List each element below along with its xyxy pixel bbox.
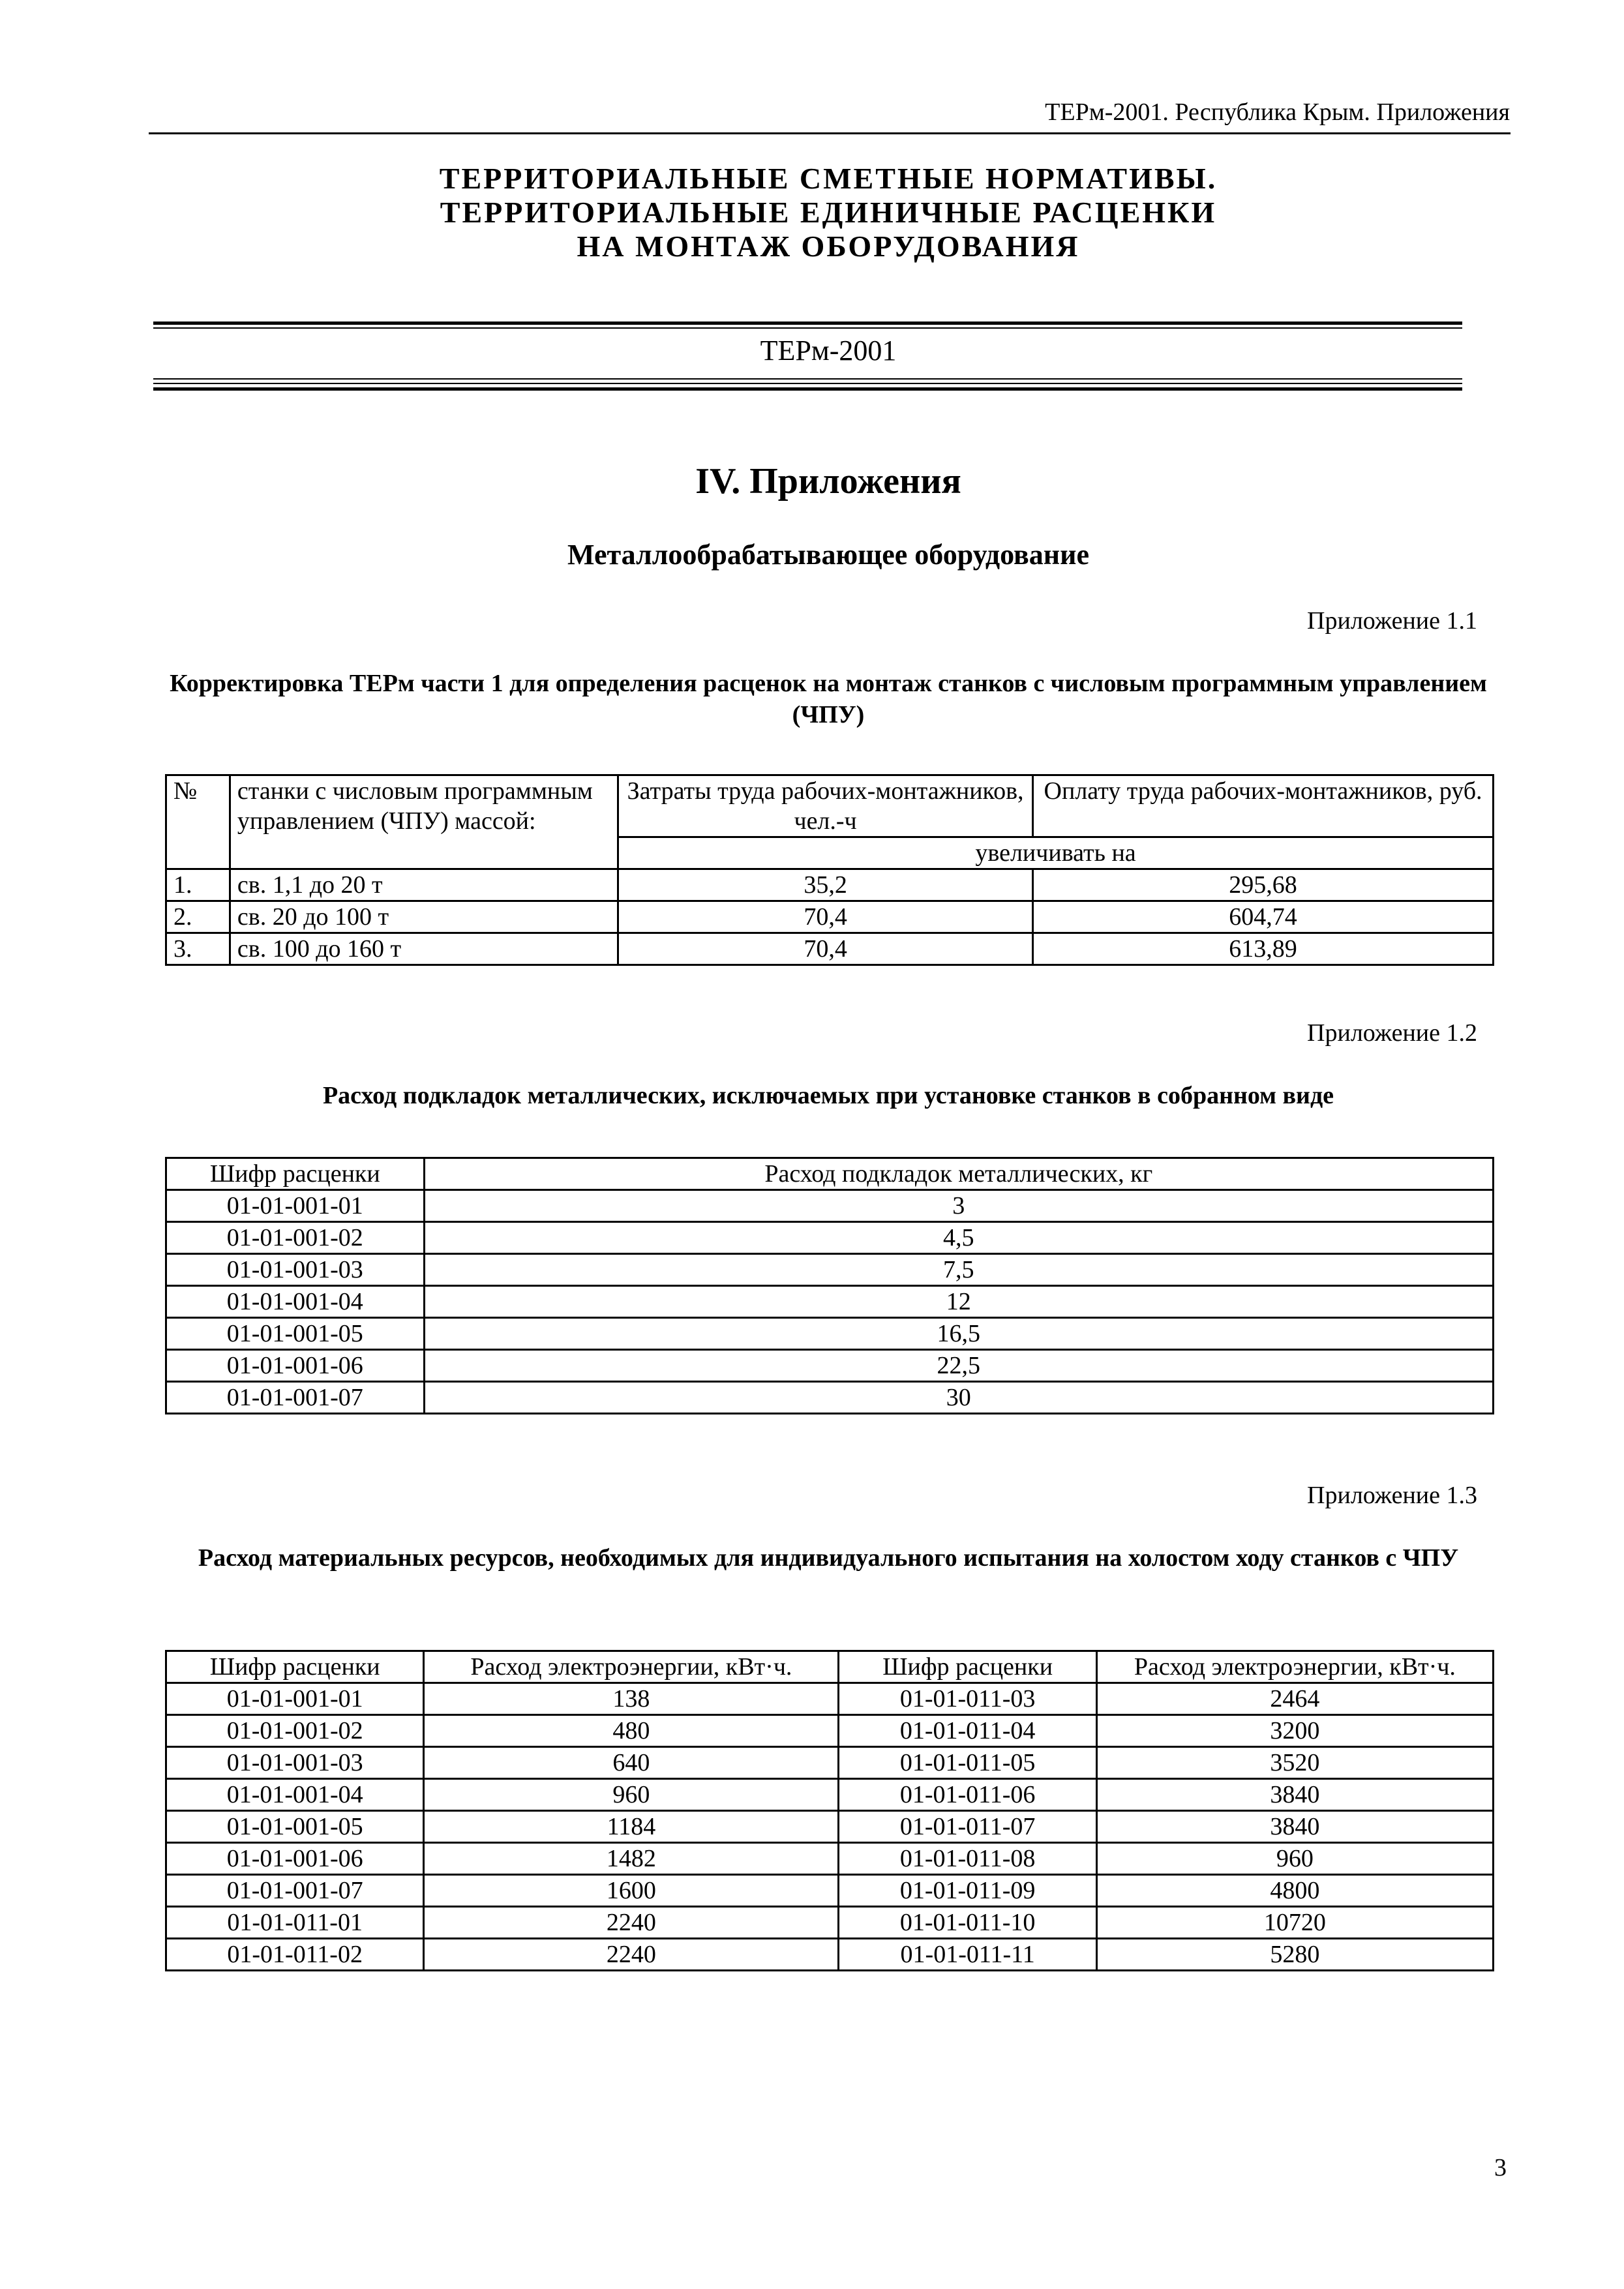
cell-machines: св. 20 до 100 т <box>230 901 618 933</box>
header-code-1: Шифр расценки <box>166 1651 424 1683</box>
cell-code-2: 01-01-011-10 <box>839 1907 1096 1939</box>
cell-labor: 70,4 <box>618 933 1033 965</box>
title-line-1: ТЕРРИТОРИАЛЬНЫЕ СМЕТНЫЕ НОРМАТИВЫ. <box>439 162 1218 195</box>
cell-code-2: 01-01-011-03 <box>839 1683 1096 1715</box>
cell-code-1: 01-01-001-06 <box>166 1843 424 1875</box>
appendix-1-1-table <box>165 774 1494 966</box>
title-line-3: НА МОНТАЖ ОБОРУДОВАНИЯ <box>577 230 1080 263</box>
cell-pay: 613,89 <box>1033 933 1494 965</box>
cell-code: 01-01-001-07 <box>166 1382 425 1414</box>
appendix-1-2-label: Приложение 1.2 <box>1307 1019 1477 1047</box>
document-title <box>0 162 1624 263</box>
header-code-2: Шифр расценки <box>839 1651 1096 1683</box>
cell-code-1: 01-01-001-01 <box>166 1683 424 1715</box>
table-row <box>166 1350 1494 1382</box>
cell-labor: 35,2 <box>618 869 1033 901</box>
table-header-row <box>166 1158 1494 1190</box>
header-pay: Оплату труда рабочих-монтажников, руб. <box>1033 775 1494 837</box>
cell-energy-2: 960 <box>1096 1843 1493 1875</box>
table-row <box>166 1222 1494 1254</box>
appendix-1-2-title: Расход подкладок металлических, исключаемых при установке станков в собранном виде <box>322 1082 1334 1109</box>
table-header-row <box>166 775 1494 837</box>
table-row <box>166 1254 1494 1286</box>
cell-num: 1. <box>166 869 230 901</box>
cell-energy-2: 10720 <box>1096 1907 1493 1939</box>
cell-energy-2: 3520 <box>1096 1747 1493 1779</box>
cell-energy-2: 5280 <box>1096 1939 1493 1971</box>
cell-code: 01-01-001-02 <box>166 1222 425 1254</box>
cell-machines: св. 100 до 160 т <box>230 933 618 965</box>
cell-energy-1: 640 <box>424 1747 839 1779</box>
cell-energy-1: 960 <box>424 1779 839 1811</box>
appendix-1-3-label: Приложение 1.3 <box>1307 1482 1477 1509</box>
cell-usage: 3 <box>424 1190 1493 1222</box>
cell-machines: св. 1,1 до 20 т <box>230 869 618 901</box>
cell-energy-1: 480 <box>424 1715 839 1747</box>
cell-energy-2: 3840 <box>1096 1811 1493 1843</box>
table-header-row <box>166 1651 1494 1683</box>
table-row <box>166 901 1494 933</box>
header-machines: станки с числовым программным управлением (ЧПУ) массой: <box>230 775 618 869</box>
header-energy-1: Расход электроэнергии, кВт·ч. <box>424 1651 839 1683</box>
cell-code: 01-01-001-06 <box>166 1350 425 1382</box>
cell-num: 2. <box>166 901 230 933</box>
title-rule-top <box>153 322 1462 325</box>
cell-code-1: 01-01-001-07 <box>166 1875 424 1907</box>
cell-usage: 7,5 <box>424 1254 1493 1286</box>
header-energy-2: Расход электроэнергии, кВт·ч. <box>1096 1651 1493 1683</box>
table-row <box>166 1939 1494 1971</box>
table-row <box>166 933 1494 965</box>
table-row <box>166 1190 1494 1222</box>
cell-code: 01-01-001-05 <box>166 1318 425 1350</box>
cell-code-1: 01-01-001-02 <box>166 1715 424 1747</box>
cell-code-2: 01-01-011-06 <box>839 1779 1096 1811</box>
appendix-1-1-label: Приложение 1.1 <box>1307 607 1477 635</box>
cell-code-2: 01-01-011-07 <box>839 1811 1096 1843</box>
title-rule-bottom-thin <box>153 378 1462 380</box>
cell-pay: 295,68 <box>1033 869 1494 901</box>
cell-num: 3. <box>166 933 230 965</box>
table-row <box>166 1779 1494 1811</box>
cell-energy-2: 3840 <box>1096 1779 1493 1811</box>
appendix-1-1-title: Корректировка ТЕРм части 1 для определения расценок на монтаж станков с числовым программным управлением (ЧПУ) <box>170 670 1487 728</box>
cell-energy-2: 4800 <box>1096 1875 1493 1907</box>
cell-energy-1: 2240 <box>424 1939 839 1971</box>
appendix-1-3-table <box>165 1650 1494 1971</box>
table-row <box>166 869 1494 901</box>
table-row <box>166 1318 1494 1350</box>
cell-usage: 12 <box>424 1286 1493 1318</box>
cell-code-1: 01-01-011-02 <box>166 1939 424 1971</box>
cell-energy-1: 1600 <box>424 1875 839 1907</box>
header-num: № <box>166 775 230 869</box>
table-row <box>166 1907 1494 1939</box>
cell-pay: 604,74 <box>1033 901 1494 933</box>
cell-code: 01-01-001-03 <box>166 1254 425 1286</box>
cell-energy-2: 2464 <box>1096 1683 1493 1715</box>
title-rule-top-thin <box>153 327 1462 329</box>
title-rule-bottom-thin-2 <box>153 383 1462 384</box>
table-row <box>166 1286 1494 1318</box>
header-code: Шифр расценки <box>166 1158 425 1190</box>
cell-energy-1: 2240 <box>424 1907 839 1939</box>
cell-usage: 16,5 <box>424 1318 1493 1350</box>
table-row <box>166 1875 1494 1907</box>
page-number: 3 <box>1494 2154 1507 2181</box>
cell-code-1: 01-01-001-04 <box>166 1779 424 1811</box>
section-title: IV. Приложения <box>695 461 961 501</box>
table-row <box>166 1811 1494 1843</box>
title-rule-bottom <box>153 387 1462 391</box>
cell-energy-1: 138 <box>424 1683 839 1715</box>
cell-code-2: 01-01-011-05 <box>839 1747 1096 1779</box>
cell-code: 01-01-001-04 <box>166 1286 425 1318</box>
table-row <box>166 1843 1494 1875</box>
title-line-2: ТЕРРИТОРИАЛЬНЫЕ ЕДИНИЧНЫЕ РАСЦЕНКИ <box>440 196 1217 229</box>
cell-code-1: 01-01-001-03 <box>166 1747 424 1779</box>
cell-labor: 70,4 <box>618 901 1033 933</box>
cell-code-2: 01-01-011-11 <box>839 1939 1096 1971</box>
cell-code-2: 01-01-011-08 <box>839 1843 1096 1875</box>
cell-usage: 4,5 <box>424 1222 1493 1254</box>
cell-code-1: 01-01-001-05 <box>166 1811 424 1843</box>
header-usage: Расход подкладок металлических, кг <box>424 1158 1493 1190</box>
cell-code-2: 01-01-011-09 <box>839 1875 1096 1907</box>
cell-energy-1: 1482 <box>424 1843 839 1875</box>
table-row <box>166 1715 1494 1747</box>
table-row <box>166 1747 1494 1779</box>
cell-code: 01-01-001-01 <box>166 1190 425 1222</box>
section-subtitle: Металлообрабатывающее оборудование <box>567 539 1089 571</box>
cell-code-1: 01-01-011-01 <box>166 1907 424 1939</box>
cell-usage: 30 <box>424 1382 1493 1414</box>
appendix-1-3-title: Расход материальных ресурсов, необходимых для индивидуального испытания на холостом ходу станков с ЧПУ <box>198 1544 1459 1572</box>
table-row <box>166 1382 1494 1414</box>
header-rule <box>149 132 1511 134</box>
running-header: ТЕРм-2001. Республика Крым. Приложения <box>1045 98 1510 126</box>
cell-energy-1: 1184 <box>424 1811 839 1843</box>
header-labor: Затраты труда рабочих-монтажников, чел.-ч <box>618 775 1033 837</box>
cell-energy-2: 3200 <box>1096 1715 1493 1747</box>
cell-code-2: 01-01-011-04 <box>839 1715 1096 1747</box>
document-code: ТЕРм-2001 <box>760 335 897 367</box>
table-row <box>166 1683 1494 1715</box>
header-increase: увеличивать на <box>618 837 1494 869</box>
appendix-1-2-table <box>165 1157 1494 1414</box>
cell-usage: 22,5 <box>424 1350 1493 1382</box>
